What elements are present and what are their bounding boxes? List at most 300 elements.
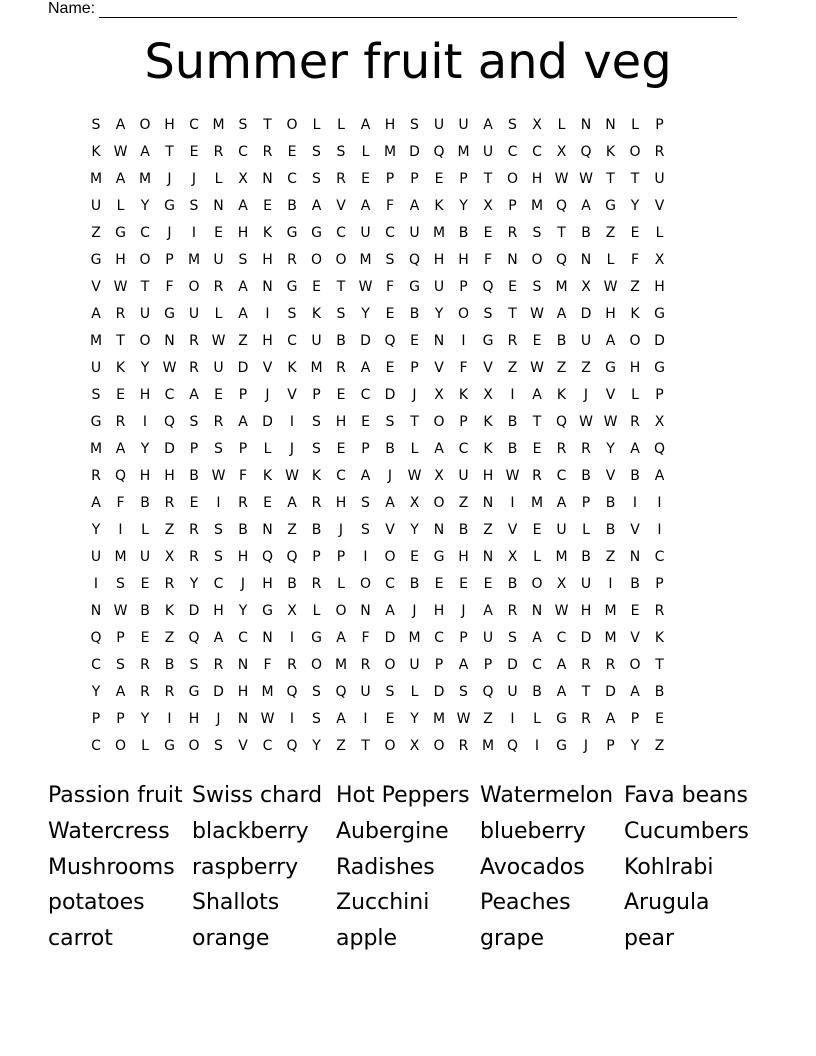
grid-letter: N bbox=[580, 252, 592, 268]
grid-letter: R bbox=[507, 225, 518, 241]
grid-letter: D bbox=[237, 360, 249, 376]
grid-letter: G bbox=[164, 198, 175, 214]
grid-letter: A bbox=[140, 144, 150, 160]
grid-letter: A bbox=[556, 306, 567, 322]
grid-letter: A bbox=[483, 603, 493, 619]
grid-letter: O bbox=[629, 144, 641, 160]
grid-letter: S bbox=[361, 495, 370, 511]
grid-letter: L bbox=[410, 441, 419, 457]
grid-letter: G bbox=[605, 360, 616, 376]
grid-letter: D bbox=[164, 441, 175, 457]
grid-letter: R bbox=[581, 657, 591, 673]
grid-letter: E bbox=[385, 306, 395, 322]
grid-letter: U bbox=[409, 225, 420, 241]
grid-letter: I bbox=[191, 225, 197, 241]
grid-row bbox=[84, 274, 734, 301]
grid-letter: R bbox=[213, 279, 224, 295]
grid-letter: I bbox=[265, 306, 270, 322]
grid-letter: M bbox=[261, 684, 274, 700]
grid-letter: S bbox=[336, 306, 346, 322]
grid-letter: Z bbox=[483, 522, 493, 538]
grid-letter: N bbox=[237, 657, 249, 673]
grid-letter: K bbox=[287, 360, 297, 376]
grid-letter: S bbox=[116, 576, 125, 592]
grid-letter: W bbox=[505, 468, 520, 484]
grid-letter: U bbox=[458, 468, 469, 484]
grid-letter: J bbox=[167, 225, 172, 241]
grid-letter: T bbox=[581, 684, 591, 700]
grid-letter: A bbox=[115, 441, 126, 457]
grid-letter: H bbox=[335, 414, 347, 430]
word-list-item: Passion fruit bbox=[48, 783, 183, 808]
grid-letter: B bbox=[409, 576, 420, 592]
grid-letter: L bbox=[312, 117, 321, 133]
grid-letter: J bbox=[265, 387, 270, 403]
grid-letter: F bbox=[116, 495, 125, 511]
grid-letter: K bbox=[91, 144, 101, 160]
grid-letter: X bbox=[483, 198, 493, 214]
grid-letter: A bbox=[115, 684, 126, 700]
grid-letter: S bbox=[532, 225, 542, 241]
grid-letter: M bbox=[138, 171, 152, 187]
grid-letter: Z bbox=[507, 360, 518, 376]
grid-letter: P bbox=[385, 171, 395, 187]
grid-letter: C bbox=[385, 225, 395, 241]
grid-letter: U bbox=[654, 171, 665, 187]
grid-letter: R bbox=[164, 684, 175, 700]
grid-letter: Z bbox=[458, 495, 469, 511]
grid-letter: U bbox=[433, 279, 445, 295]
grid-letter: Q bbox=[114, 468, 127, 484]
grid-letter: E bbox=[312, 279, 321, 295]
grid-letter: T bbox=[336, 279, 346, 295]
grid-letter: L bbox=[214, 306, 223, 322]
grid-letter: L bbox=[533, 549, 541, 565]
grid-letter: O bbox=[629, 657, 641, 673]
grid-letter: M bbox=[359, 252, 372, 268]
grid-letter: E bbox=[630, 225, 640, 241]
grid-letter: D bbox=[409, 144, 420, 160]
grid-letter: E bbox=[483, 225, 493, 241]
grid-letter: C bbox=[140, 225, 150, 241]
grid-letter: L bbox=[557, 117, 566, 133]
grid-letter: M bbox=[334, 657, 348, 673]
grid-letter: A bbox=[91, 306, 101, 322]
grid-letter: A bbox=[336, 711, 346, 727]
grid-letter: Y bbox=[630, 198, 640, 214]
grid-letter: F bbox=[483, 252, 493, 268]
grid-letter: T bbox=[532, 414, 542, 430]
grid-letter: E bbox=[483, 576, 493, 592]
grid-letter: E bbox=[361, 414, 370, 430]
grid-letter: L bbox=[337, 576, 345, 592]
grid-letter: O bbox=[629, 333, 641, 349]
grid-letter: C bbox=[532, 657, 542, 673]
grid-letter: B bbox=[507, 414, 518, 430]
grid-letter: O bbox=[188, 279, 200, 295]
grid-letter: K bbox=[311, 468, 322, 484]
grid-letter: U bbox=[213, 252, 224, 268]
grid-letter: V bbox=[336, 198, 346, 214]
grid-letter: Y bbox=[140, 360, 150, 376]
word-list-item: Shallots bbox=[192, 890, 280, 916]
grid-row bbox=[84, 544, 734, 571]
grid-letter: N bbox=[213, 198, 224, 214]
grid-letter: B bbox=[458, 522, 469, 538]
grid-letter: O bbox=[359, 576, 372, 592]
grid-letter: U bbox=[360, 684, 371, 700]
grid-letter: W bbox=[407, 468, 422, 484]
grid-letter: U bbox=[90, 360, 102, 376]
grid-letter: E bbox=[410, 549, 419, 565]
grid-letter: G bbox=[482, 333, 494, 349]
grid-letter: A bbox=[311, 198, 322, 214]
grid-letter: Q bbox=[653, 441, 666, 457]
grid-letter: M bbox=[604, 603, 617, 619]
grid-letter: S bbox=[238, 117, 248, 133]
grid-letter: X bbox=[654, 252, 665, 268]
grid-letter: Y bbox=[140, 198, 150, 214]
grid-letter: E bbox=[336, 441, 346, 457]
grid-letter: A bbox=[213, 630, 224, 646]
grid-letter: P bbox=[459, 279, 468, 295]
grid-letter: T bbox=[361, 738, 370, 754]
grid-letter: W bbox=[603, 279, 618, 295]
grid-row bbox=[84, 679, 734, 706]
grid-letter: R bbox=[654, 603, 665, 619]
grid-letter: K bbox=[483, 414, 493, 430]
grid-letter: B bbox=[605, 522, 616, 538]
grid-letter: A bbox=[360, 468, 371, 484]
grid-letter: F bbox=[630, 252, 640, 268]
grid-letter: I bbox=[289, 630, 295, 646]
grid-letter: R bbox=[213, 414, 224, 430]
grid-letter: Q bbox=[335, 684, 347, 700]
grid-letter: W bbox=[211, 333, 226, 349]
grid-letter: C bbox=[458, 441, 469, 457]
grid-letter: E bbox=[630, 603, 640, 619]
grid-letter: C bbox=[238, 630, 248, 646]
grid-letter: H bbox=[188, 711, 200, 727]
word-list-item: Hot Peppers bbox=[336, 783, 470, 808]
grid-letter: B bbox=[654, 684, 665, 700]
grid-letter: R bbox=[140, 657, 150, 673]
grid-letter: C bbox=[262, 738, 273, 754]
grid-letter: E bbox=[361, 171, 370, 187]
grid-letter: Q bbox=[433, 144, 445, 160]
grid-letter: X bbox=[434, 387, 444, 403]
grid-letter: S bbox=[508, 117, 517, 133]
grid-letter: Y bbox=[312, 738, 321, 754]
grid-letter: C bbox=[654, 549, 665, 565]
grid-letter: I bbox=[93, 576, 99, 592]
grid-letter: W bbox=[285, 468, 299, 484]
word-list-item: Zucchini bbox=[336, 890, 430, 916]
grid-letter: D bbox=[605, 684, 616, 700]
grid-letter: C bbox=[91, 657, 101, 673]
grid-letter: T bbox=[557, 225, 566, 241]
grid-letter: Q bbox=[384, 333, 396, 349]
grid-letter: C bbox=[336, 225, 346, 241]
grid-letter: X bbox=[483, 387, 493, 403]
grid-letter: F bbox=[165, 279, 174, 295]
grid-letter: C bbox=[556, 630, 567, 646]
grid-letter: H bbox=[433, 252, 445, 268]
grid-letter: C bbox=[213, 576, 224, 592]
word-list-item: Kohlrabi bbox=[624, 854, 714, 880]
grid-letter: S bbox=[483, 306, 493, 322]
grid-letter: G bbox=[556, 738, 567, 754]
grid-letter: W bbox=[554, 171, 569, 187]
word-list-item: Peaches bbox=[480, 890, 571, 916]
grid-letter: M bbox=[89, 333, 103, 349]
grid-letter: J bbox=[583, 387, 589, 403]
grid-letter: F bbox=[385, 198, 395, 214]
grid-letter: O bbox=[114, 738, 127, 754]
grid-letter: X bbox=[654, 414, 665, 430]
grid-letter: L bbox=[582, 522, 590, 538]
grid-letter: J bbox=[461, 603, 466, 619]
grid-letter: T bbox=[483, 171, 493, 187]
grid-letter: F bbox=[238, 468, 248, 484]
grid-letter: N bbox=[629, 549, 641, 565]
grid-letter: P bbox=[238, 441, 248, 457]
grid-letter: E bbox=[434, 576, 444, 592]
grid-letter: V bbox=[385, 522, 395, 538]
grid-letter: P bbox=[91, 711, 101, 727]
grid-letter: J bbox=[338, 522, 344, 538]
grid-letter: U bbox=[213, 360, 224, 376]
grid-letter: O bbox=[457, 306, 470, 322]
grid-letter: S bbox=[287, 306, 297, 322]
grid-letter: L bbox=[655, 225, 664, 241]
grid-letter: E bbox=[434, 171, 444, 187]
grid-row bbox=[84, 247, 734, 274]
grid-letter: R bbox=[507, 603, 518, 619]
grid-letter: W bbox=[530, 360, 544, 376]
grid-letter: G bbox=[90, 252, 102, 268]
word-list-item: blueberry bbox=[480, 818, 586, 844]
grid-letter: U bbox=[482, 144, 494, 160]
grid-letter: P bbox=[459, 630, 468, 646]
grid-row bbox=[84, 652, 734, 679]
grid-letter: E bbox=[140, 630, 150, 646]
word-list-item: raspberry bbox=[192, 854, 299, 880]
grid-letter: I bbox=[363, 711, 368, 727]
grid-letter: T bbox=[165, 144, 174, 160]
grid-letter: A bbox=[115, 171, 126, 187]
grid-letter: A bbox=[605, 711, 616, 727]
grid-letter: S bbox=[214, 549, 223, 565]
grid-letter: I bbox=[510, 495, 515, 511]
grid-letter: O bbox=[139, 333, 151, 349]
grid-letter: N bbox=[580, 117, 592, 133]
grid-letter: H bbox=[164, 468, 175, 484]
grid-letter: V bbox=[630, 630, 640, 646]
grid-letter: C bbox=[189, 117, 199, 133]
grid-letter: B bbox=[507, 441, 518, 457]
grid-letter: F bbox=[459, 360, 468, 376]
grid-row bbox=[84, 220, 734, 247]
grid-letter: B bbox=[385, 441, 395, 457]
word-list-item: Arugula bbox=[624, 890, 710, 916]
grid-letter: C bbox=[556, 468, 567, 484]
grid-letter: I bbox=[632, 495, 638, 511]
grid-letter: B bbox=[287, 576, 297, 592]
grid-letter: A bbox=[238, 414, 248, 430]
grid-letter: L bbox=[337, 117, 345, 133]
grid-letter: X bbox=[556, 576, 567, 592]
grid-letter: M bbox=[212, 117, 225, 133]
grid-letter: P bbox=[655, 387, 664, 403]
grid-letter: O bbox=[433, 738, 445, 754]
grid-letter: Z bbox=[556, 360, 567, 376]
grid-letter: Z bbox=[483, 711, 493, 727]
grid-letter: X bbox=[507, 549, 518, 565]
grid-letter: W bbox=[530, 306, 544, 322]
grid-letter: R bbox=[189, 549, 199, 565]
grid-letter: Q bbox=[90, 630, 102, 646]
grid-letter: A bbox=[287, 495, 297, 511]
grid-letter: E bbox=[214, 387, 223, 403]
grid-letter: P bbox=[459, 171, 468, 187]
grid-letter: C bbox=[385, 576, 395, 592]
grid-letter: X bbox=[287, 603, 297, 619]
grid-letter: D bbox=[384, 630, 396, 646]
grid-letter: N bbox=[507, 252, 518, 268]
grid-letter: H bbox=[629, 360, 641, 376]
grid-letter: I bbox=[142, 414, 148, 430]
grid-letter: U bbox=[188, 306, 200, 322]
grid-letter: N bbox=[482, 495, 494, 511]
grid-letter: Q bbox=[163, 414, 176, 430]
grid-letter: I bbox=[534, 738, 540, 754]
word-list-item: blackberry bbox=[192, 818, 309, 844]
grid-letter: H bbox=[531, 171, 543, 187]
grid-letter: H bbox=[335, 495, 347, 511]
grid-letter: I bbox=[216, 495, 221, 511]
grid-letter: A bbox=[238, 279, 248, 295]
word-list-item: Swiss chard bbox=[192, 783, 323, 808]
grid-letter: K bbox=[654, 630, 665, 646]
grid-letter: H bbox=[213, 603, 224, 619]
grid-letter: W bbox=[358, 279, 373, 295]
grid-letter: E bbox=[532, 333, 542, 349]
grid-letter: O bbox=[286, 117, 298, 133]
grid-letter: Q bbox=[580, 144, 592, 160]
grid-row bbox=[84, 517, 734, 544]
grid-letter: H bbox=[458, 549, 469, 565]
grid-letter: A bbox=[409, 198, 420, 214]
grid-letter: B bbox=[409, 306, 420, 322]
grid-letter: I bbox=[510, 711, 515, 727]
grid-letter: S bbox=[214, 738, 223, 754]
grid-letter: B bbox=[507, 576, 518, 592]
grid-letter: N bbox=[433, 522, 445, 538]
grid-letter: L bbox=[116, 198, 125, 214]
grid-letter: Y bbox=[410, 522, 419, 538]
word-list-item: Avocados bbox=[480, 854, 585, 880]
grid-letter: E bbox=[508, 279, 517, 295]
grid-letter: M bbox=[89, 441, 103, 457]
grid-row bbox=[84, 382, 734, 409]
grid-row bbox=[84, 733, 734, 760]
grid-row bbox=[84, 409, 734, 436]
grid-letter: R bbox=[189, 522, 199, 538]
grid-row bbox=[84, 139, 734, 166]
grid-letter: L bbox=[214, 171, 223, 187]
grid-letter: N bbox=[605, 117, 616, 133]
grid-letter: Z bbox=[581, 360, 591, 376]
grid-row bbox=[84, 193, 734, 220]
grid-letter: G bbox=[409, 279, 420, 295]
grid-letter: A bbox=[581, 198, 591, 214]
grid-letter: S bbox=[189, 414, 199, 430]
grid-letter: V bbox=[605, 387, 616, 403]
grid-row bbox=[84, 625, 734, 652]
word-list-item: orange bbox=[192, 926, 270, 952]
grid-letter: O bbox=[310, 657, 323, 673]
grid-letter: D bbox=[360, 333, 371, 349]
grid-letter: Q bbox=[261, 549, 274, 565]
grid-letter: H bbox=[458, 252, 469, 268]
grid-letter: L bbox=[141, 738, 149, 754]
grid-letter: M bbox=[530, 198, 544, 214]
grid-letter: W bbox=[603, 414, 618, 430]
grid-letter: E bbox=[214, 225, 223, 241]
grid-letter: W bbox=[579, 414, 593, 430]
grid-row bbox=[84, 463, 734, 490]
grid-letter: H bbox=[262, 252, 273, 268]
grid-row bbox=[84, 598, 734, 625]
grid-letter: Q bbox=[286, 738, 298, 754]
grid-letter: J bbox=[412, 387, 417, 403]
grid-letter: D bbox=[213, 684, 224, 700]
grid-letter: R bbox=[164, 576, 175, 592]
grid-letter: F bbox=[263, 657, 272, 673]
grid-letter: A bbox=[532, 387, 542, 403]
grid-letter: P bbox=[410, 360, 419, 376]
grid-letter: G bbox=[286, 279, 298, 295]
grid-letter: Q bbox=[482, 279, 494, 295]
grid-letter: R bbox=[115, 306, 126, 322]
grid-letter: A bbox=[360, 117, 371, 133]
grid-letter: M bbox=[481, 738, 495, 754]
grid-letter: O bbox=[506, 171, 519, 187]
grid-letter: T bbox=[508, 306, 517, 322]
grid-letter: B bbox=[581, 549, 591, 565]
grid-letter: N bbox=[237, 711, 249, 727]
grid-letter: S bbox=[410, 117, 419, 133]
grid-letter: P bbox=[312, 549, 321, 565]
grid-letter: X bbox=[434, 468, 444, 484]
grid-letter: U bbox=[90, 198, 102, 214]
grid-letter: U bbox=[360, 225, 371, 241]
grid-letter: V bbox=[262, 360, 273, 376]
grid-row bbox=[84, 112, 734, 139]
grid-letter: W bbox=[113, 279, 128, 295]
word-list-item: Mushrooms bbox=[48, 854, 175, 880]
grid-letter: B bbox=[336, 333, 346, 349]
grid-letter: R bbox=[581, 441, 591, 457]
grid-letter: Q bbox=[506, 738, 519, 754]
grid-letter: Y bbox=[140, 441, 150, 457]
grid-letter: B bbox=[581, 225, 591, 241]
grid-letter: A bbox=[115, 117, 126, 133]
grid-letter: N bbox=[262, 630, 273, 646]
grid-letter: A bbox=[434, 441, 444, 457]
grid-letter: E bbox=[189, 144, 199, 160]
